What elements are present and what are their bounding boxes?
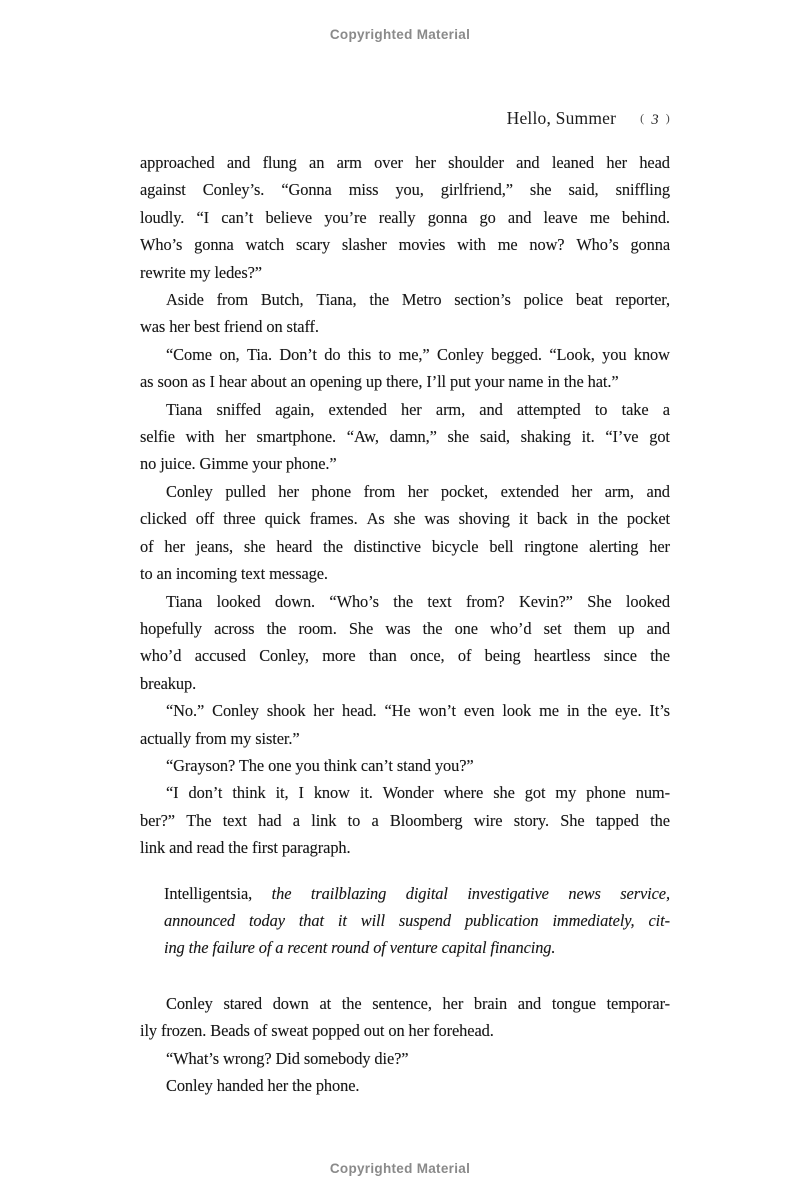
folio-number: 3 [651,112,659,128]
body-line: actually from my sister.” [140,728,300,748]
body-text [140,149,670,1099]
body-line: Tiana sniffed again, extended her arm, and attempted to take a [166,399,670,419]
body-line: “I don’t think it, I know it. Wonder where she got my phone num- [166,783,670,803]
body-line: “No.” Conley shook her head. “He won’t even look me in the eye. It’s [166,701,670,721]
paragraph [140,697,670,752]
paragraph [140,149,670,286]
body-line: to an incoming text message. [140,564,328,584]
quote-lead-word: Intelligentsia, [164,883,253,903]
body-line: against Conley’s. “Gonna miss you, girlfriend,” she said, sniffling [140,180,670,200]
body-line: loudly. “I can’t believe you’re really gonna go and leave me behind. [140,207,670,227]
body-line: “Come on, Tia. Don’t do this to me,” Conley begged. “Look, you know [166,344,670,364]
body-line: “What’s wrong? Did somebody die?” [166,1048,409,1068]
paragraph [140,396,670,478]
running-header [507,108,670,129]
body-line: clicked off three quick frames. As she was shoving it back in the pocket [140,509,670,529]
paragraph [140,779,670,861]
body-line: announced today that it will suspend publication immediately, cit- [164,910,670,930]
body-line: was her best friend on staff. [140,317,319,337]
body-line: Tiana looked down. “Who’s the text from? Kevin?” She looked [166,591,670,611]
body-line: who’d accused Conley, more than once, of being heartless since the [140,646,670,666]
paragraph [140,752,670,779]
body-line: approached and flung an arm over her shoulder and leaned her head [140,153,670,172]
body-line: rewrite my ledes?” [140,262,262,282]
body-line: as soon as I hear about an opening up there, I’ll put your name in the hat.” [140,372,619,392]
body-line: no juice. Gimme your phone.” [140,454,337,474]
copyright-notice-bottom: Copyrighted Material [329,1161,471,1176]
running-header-title: Hello, Summer [506,108,617,128]
paragraph [140,990,670,1045]
page-number-folio [640,112,670,129]
folio-close-bracket: ) [665,111,670,125]
body-line: “Grayson? The one you think can’t stand you?” [166,755,474,775]
body-line: Who’s gonna watch scary slasher movies with me now? Who’s gonna [140,235,670,255]
folio-open-bracket: ( [640,111,645,125]
body-line: Conley pulled her phone from her pocket, extended her arm, and [166,481,670,501]
body-line: ing the failure of a recent round of venture capital financing. [164,938,556,958]
body-line: Aside from Butch, Tiana, the Metro section’s police beat reporter, [166,290,670,310]
body-line: link and read the first paragraph. [140,838,351,858]
body-line: Conley handed her the phone. [166,1076,360,1095]
body-line: ber?” The text had a link to a Bloomberg wire story. She tapped the [140,810,670,830]
body-line: Conley stared down at the sentence, her brain and tongue temporar- [166,993,670,1013]
body-line: ily frozen. Beads of sweat popped out on her forehead. [140,1021,494,1041]
paragraph [140,588,670,698]
paragraph [140,341,670,396]
paragraph [140,1072,670,1099]
body-line: Intelligentsia, the trailblazing digital investigative news service, [164,880,670,907]
copyright-notice-top: Copyrighted Material [329,27,471,42]
body-line: selfie with her smartphone. “Aw, damn,” she said, shaking it. “I’ve got [140,427,670,447]
paragraph [140,1045,670,1072]
excerpt-quote [164,880,670,962]
paragraph [140,286,670,341]
body-line: breakup. [140,673,197,693]
paragraph [140,478,670,588]
body-line: hopefully across the room. She was the one who’d set them up and [140,618,670,638]
body-line: of her jeans, she heard the distinctive bicycle bell ringtone alerting her [140,536,670,556]
